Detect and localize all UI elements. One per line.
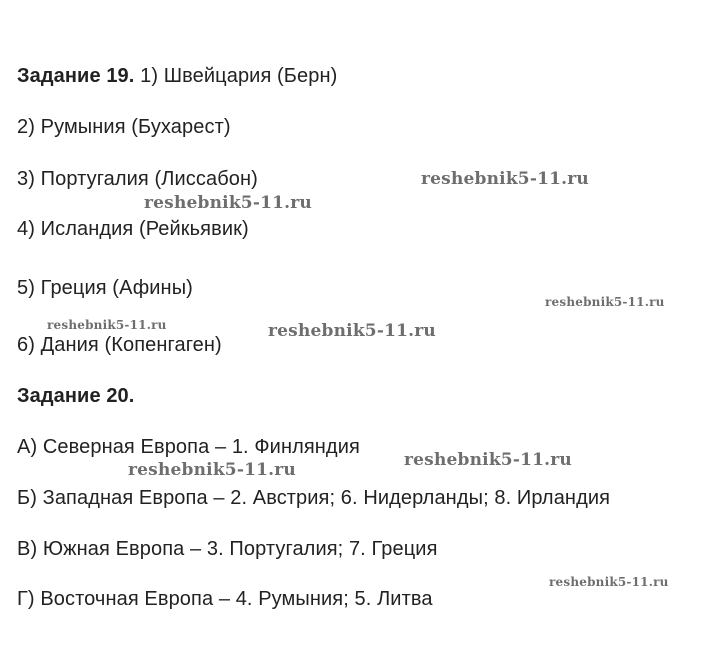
watermark: reshebnik5-11.ru	[545, 295, 665, 309]
task19-item-1: 1) Швейцария (Берн)	[140, 65, 338, 87]
task19-item-4: 4) Исландия (Рейкьявик)	[17, 218, 249, 240]
task19-item-3: 3) Португалия (Лиссабон)	[17, 168, 258, 190]
task19-item-2: 2) Румыния (Бухарест)	[17, 116, 231, 138]
task20-heading: Задание 20.	[17, 385, 135, 407]
watermark: reshebnik5-11.ru	[549, 575, 669, 589]
task20-item-v: В) Южная Европа – 3. Португалия; 7. Греция	[17, 538, 438, 560]
task19-line-1	[17, 64, 337, 88]
task20-item-g: Г) Восточная Европа – 4. Румыния; 5. Литва	[17, 588, 433, 610]
watermark: reshebnik5-11.ru	[404, 450, 572, 470]
watermark: reshebnik5-11.ru	[128, 460, 296, 480]
watermark: reshebnik5-11.ru	[47, 318, 167, 332]
watermark: reshebnik5-11.ru	[268, 321, 436, 341]
task19-item-5: 5) Греция (Афины)	[17, 277, 193, 299]
watermark: reshebnik5-11.ru	[144, 193, 312, 213]
watermark: reshebnik5-11.ru	[421, 169, 589, 189]
task19-item-6: 6) Дания (Копенгаген)	[17, 334, 222, 356]
task19-heading: Задание 19.	[17, 65, 135, 87]
task20-item-a: А) Северная Европа – 1. Финляндия	[17, 436, 360, 458]
task20-item-b: Б) Западная Европа – 2. Австрия; 6. Нидерланды; 8. Ирландия	[17, 487, 611, 509]
